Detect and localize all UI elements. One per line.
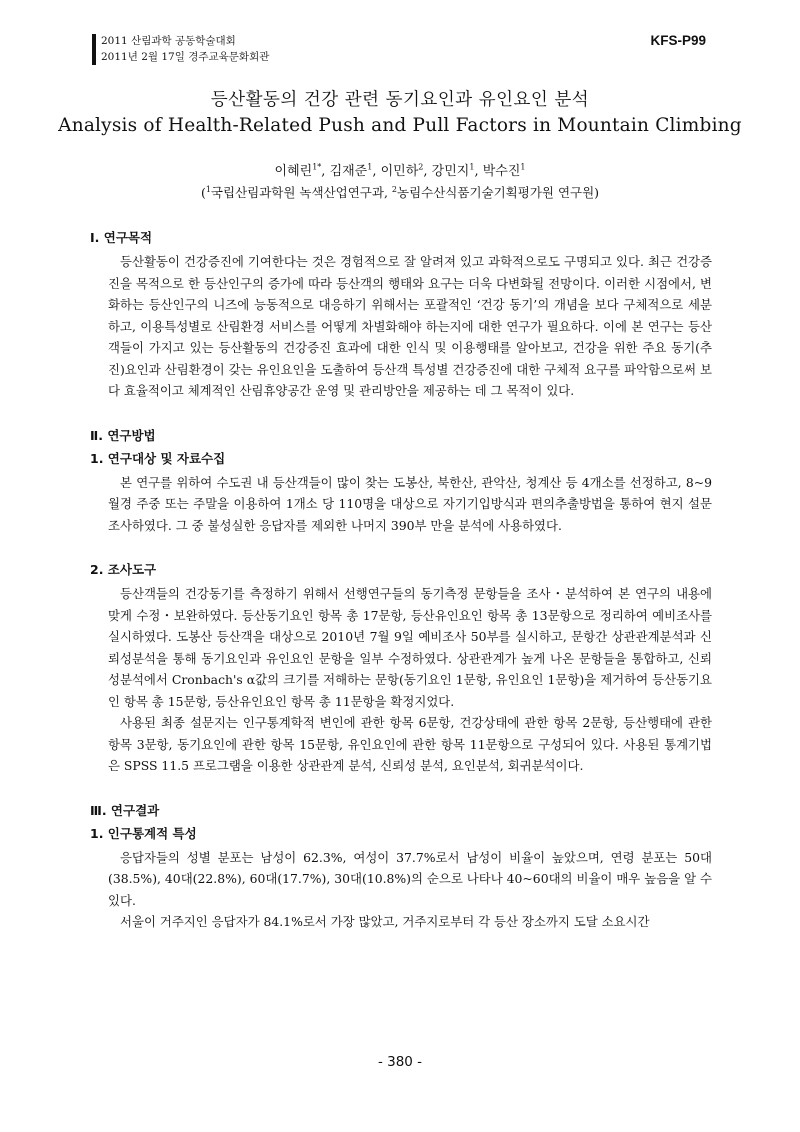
affiliation-superscript: 1 <box>205 184 211 194</box>
author-separator: , <box>372 164 381 179</box>
subsection-heading: 2. 조사도구 <box>90 562 157 577</box>
affiliation <box>0 183 800 201</box>
affiliation-org: 농림수산식품기술기획평가원 연구원) <box>397 185 600 200</box>
paragraph: 등산객들의 건강동기를 측정하기 위해서 선행연구들의 동기측정 문항들을 조사・분석하여 본 연구의 내용에 맞게 수정・보완하였다. 등산동기요인 항목 총 17문항, 등산유인요인 항목 총 13문항으로 정리하여 예비조사를 실시하였다. 도봉산 등산객을 대상으로 2010년 7월 9일 예비조사 50부를 실시하고, 문항간 상관관계분석과 신뢰성분석을 통해 동기요인과 유인요인 문항을 일부 수정하였다. 상관관계가 높게 나온 문항들을 통합하고, 신뢰성분석에서 Cronbach's α값의 크기를 저해하는 문항(동기요인 1문항, 유인요인 1문항)을 제거하여 등산동기요인 항목 총 15문항, 등산유인요인 항목 총 11문항을 확정지었다. <box>108 586 712 709</box>
header-rule <box>92 34 96 65</box>
section-heading: Ⅱ. 연구방법 <box>90 427 156 443</box>
paragraph: 서울이 거주지인 응답자가 84.1%로서 가장 많았고, 거주지로부터 각 등산 장소까지 도달 소요시간 <box>120 914 650 929</box>
page-number: - 380 - <box>377 1054 423 1070</box>
author-superscript: 2 <box>418 162 424 172</box>
paragraph: 등산활동이 건강증진에 기여한다는 것은 경험적으로 잘 알려져 있고 과학적으로도 구명되고 있다. 최근 건강증진을 목적으로 한 등산인구의 증가에 따라 등산객의 행태와 요구는 더욱 다변화될 전망이다. 이러한 시점에서, 변화하는 등산인구의 니즈에 능동적으로 대응하기 위해서는 포괄적인 ‘건강 동기’의 개념을 보다 구체적으로 세분하고, 이용특성별로 산림환경 서비스를 어떻게 차별화해야 하는지에 대한 연구가 필요하다. 이에 본 연구는 등산객들이 가지고 있는 등산활동의 건강증진 효과에 대한 인식 및 이용행태를 알아보고, 건강을 위한 주요 동기(추진)요인과 산림환경이 갖는 유인요인을 도출하여 등산객 특성별 건강증진에 대한 구체적 요구를 파악함으로써 보다 효율적이고 체계적인 산림휴양공간 운영 및 관리방안을 제공하는 데 그 목적이 있다. <box>108 254 712 398</box>
conference-name: 2011 산림과학 공동학술대회 <box>101 35 236 47</box>
author-name: 이민하 <box>380 164 419 179</box>
conference-info <box>101 34 269 65</box>
conference-date-venue: 2011년 2월 17일 경주교육문화회관 <box>101 50 270 63</box>
affiliation-superscript: 2 <box>391 184 397 194</box>
paragraph: 사용된 최종 설문지는 인구통계학적 변인에 관한 항목 6문항, 건강상태에 관한 항목 2문항, 등산행태에 관한 항목 3문항, 동기요인에 관한 항목 15문항, 유인요인에 관한 항목 11문항으로 구성되어 있다. 사용된 통계기법은 SPSS 11.5 프로그램을 이용한 상관관계 분석, 신뢰성 분석, 요인분석, 회귀분석이다. <box>108 715 712 773</box>
author-name: 이혜린 <box>274 164 313 179</box>
title-english: Analysis of Health-Related Push and Pull Factors in Mountain Climbing <box>58 115 742 136</box>
author-list <box>0 160 800 179</box>
paper-code: KFS-P99 <box>650 33 706 48</box>
affiliation-paren: ( <box>200 185 206 200</box>
author-separator: , <box>423 164 432 179</box>
author-superscript: 1 <box>367 162 373 172</box>
section-heading: Ⅲ. 연구결과 <box>90 802 160 818</box>
author-superscript: 1 <box>520 162 526 172</box>
author-name: 강민지 <box>431 164 470 179</box>
author-name: 박수진 <box>482 164 521 179</box>
subsection-heading: 1. 인구통계적 특성 <box>90 825 197 841</box>
title-korean: 등산활동의 건강 관련 동기요인과 유인요인 분석 <box>210 90 590 110</box>
paper-body <box>90 228 712 933</box>
author-separator: , <box>474 164 483 179</box>
author-superscript: 1* <box>312 162 322 172</box>
author-superscript: 1 <box>469 162 475 172</box>
author-name: 김재준 <box>329 164 368 179</box>
author-separator: , <box>321 164 330 179</box>
subsection-heading: 1. 연구대상 및 자료수집 <box>90 450 226 466</box>
paragraph: 본 연구를 위하여 수도권 내 등산객들이 많이 찾는 도봉산, 북한산, 관악산, 청계산 등 4개소를 선정하고, 8~9월경 주중 또는 주말을 이용하여 1개소 당 110명을 대상으로 자기기입방식과 편의추출방법을 통하여 현지 설문조사하였다. 그 중 불성실한 응답자를 제외한 나머지 390부 만을 분석에 사용하였다. <box>108 474 712 533</box>
section-heading: Ⅰ. 연구목적 <box>90 230 153 245</box>
paragraph: 응답자들의 성별 분포는 남성이 62.3%, 여성이 37.7%로서 남성이 비율이 높았으며, 연령 분포는 50대(38.5%), 40대(22.8%), 60대(17.7%), 30대(10.8%)의 순으로 나타나 40~60대의 비율이 매우 높음을 알 수 있다. <box>108 849 712 908</box>
affiliation-org: 국립산림과학원 녹색산업연구과, <box>210 185 392 200</box>
